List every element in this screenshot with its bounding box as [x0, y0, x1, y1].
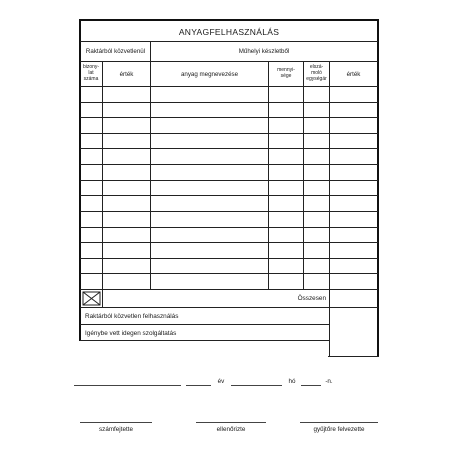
col-header-unit-price: elszá- moló egységár — [306, 64, 327, 82]
total-label: Összesen — [297, 295, 326, 302]
col-header-value-right: érték — [346, 70, 361, 78]
table-column-line — [268, 61, 269, 289]
signature-line-3 — [300, 422, 378, 423]
table-row-line — [80, 258, 378, 259]
table-column-line — [329, 61, 330, 357]
day-suffix: -n. — [325, 378, 333, 385]
cross-out-icon — [81, 290, 102, 307]
form-title: ANYAGFELHASZNÁLÁS — [178, 27, 280, 37]
table-row-line — [80, 195, 378, 196]
year-label: év — [217, 378, 225, 385]
signature-caption-3: gyűjtőre felvezette — [313, 426, 365, 433]
signature-line-1 — [80, 422, 152, 423]
table-row-line — [80, 273, 378, 274]
header-bottom-line — [80, 86, 378, 87]
col-header-quantity: mennyi- sége — [277, 67, 295, 79]
month-line — [231, 385, 282, 386]
year-line — [186, 385, 211, 386]
table-row-line — [80, 211, 378, 212]
table-row-line — [80, 164, 378, 165]
month-label: hó — [288, 378, 296, 385]
group-header-workshop: Műhelyi készletből — [238, 48, 290, 55]
table-row-line — [80, 289, 378, 290]
col-header-voucher: bizony- lat száma — [82, 64, 100, 82]
signature-caption-2: ellenőrizte — [216, 426, 246, 433]
col-header-material-name: anyag megnevezése — [180, 70, 239, 78]
footer-row-external-services: Igénybe vett idegen szolgáltatás — [85, 329, 177, 337]
table-row-line — [80, 227, 378, 228]
signature-line-2 — [196, 422, 266, 423]
frame-top — [80, 19, 379, 21]
group-header-warehouse: Raktárból közvetlenül — [85, 48, 146, 55]
table-row-line — [80, 133, 378, 134]
table-row-line — [80, 180, 378, 181]
table-column-line — [150, 41, 151, 289]
day-line — [301, 385, 321, 386]
table-row-line — [80, 242, 378, 243]
place-line — [74, 385, 181, 386]
footer-row-direct-use: Raktárból közvetlen felhasználás — [85, 312, 179, 320]
table-column-line — [303, 61, 304, 289]
table-row-line — [80, 102, 378, 103]
table-row-line — [80, 117, 378, 118]
table-row-line — [80, 148, 378, 149]
total-box-bottom — [328, 356, 379, 357]
signature-caption-1: számfejtette — [99, 426, 133, 433]
table-column-line — [102, 61, 103, 307]
col-header-value-left: érték — [119, 70, 134, 78]
total-row-crossed-cell — [81, 290, 102, 307]
